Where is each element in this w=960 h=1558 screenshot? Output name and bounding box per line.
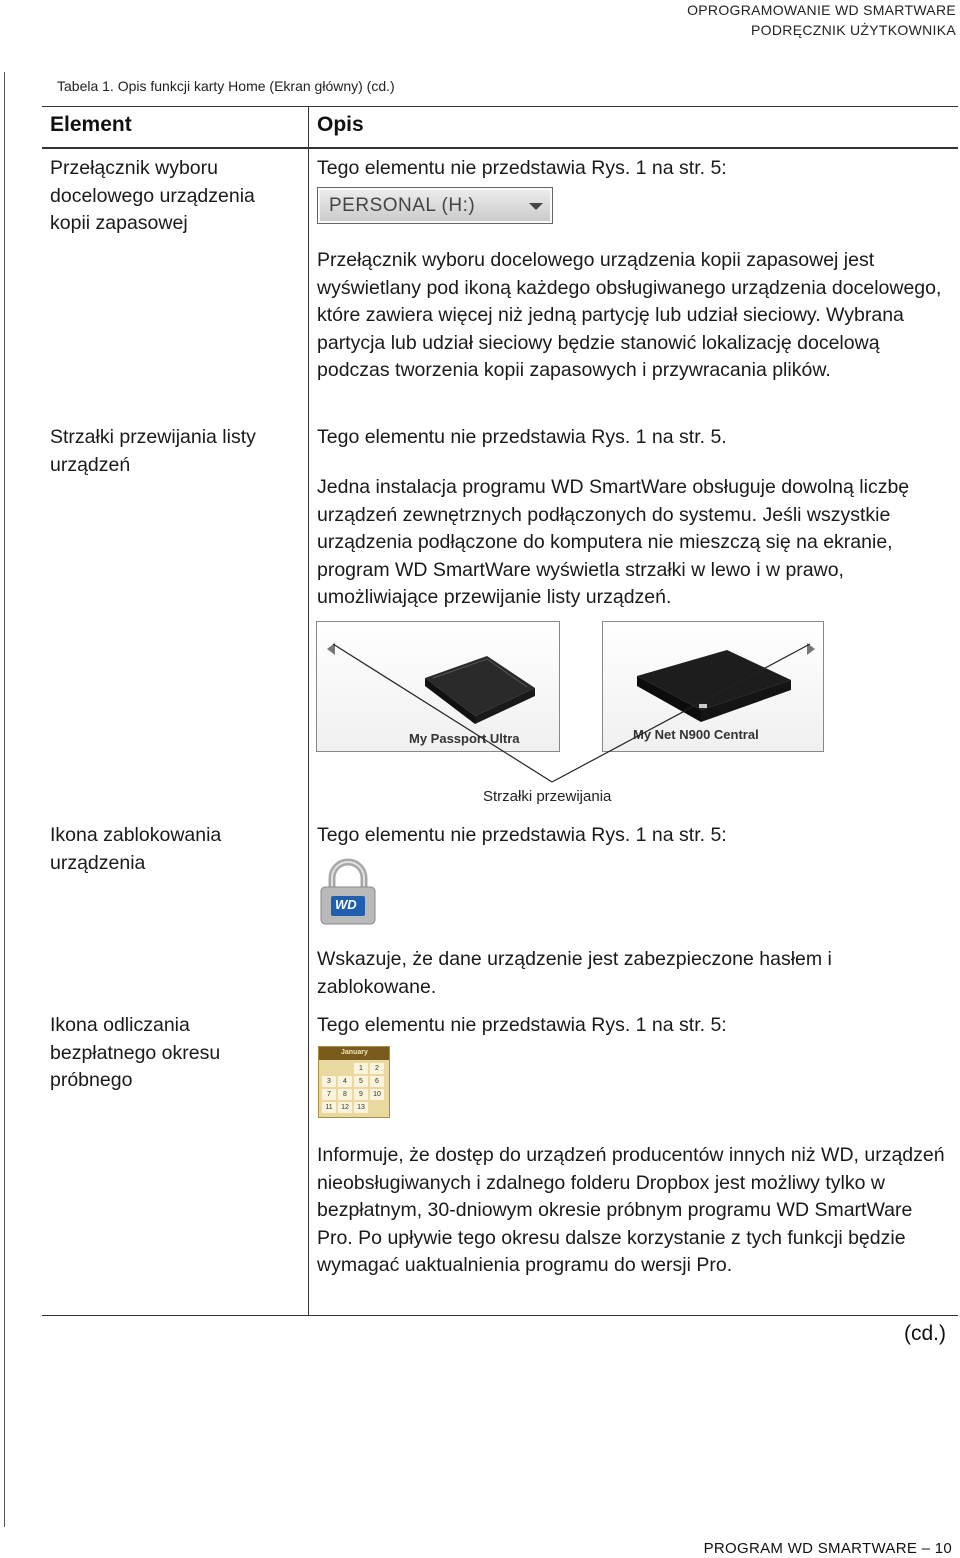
calendar-day-cell: 12: [338, 1102, 352, 1113]
calendar-day-cell: 9: [354, 1089, 368, 1100]
calendar-day-cell: 2: [370, 1063, 384, 1074]
row-lock-icon-ref: Tego elementu nie przedstawia Rys. 1 na str. 5:: [317, 824, 727, 846]
device-name-mynet: My Net N900 Central: [633, 727, 759, 742]
page-footer: PROGRAM WD SMARTWARE – 10: [703, 1540, 952, 1557]
calendar-day-cell: 11: [322, 1102, 336, 1113]
calendar-day-cell: 8: [338, 1089, 352, 1100]
left-margin-rule: [4, 72, 5, 1527]
calendar-grid: [322, 1063, 386, 1115]
row-scroll-arrows-ref: Tego elementu nie przedstawia Rys. 1 na str. 5.: [317, 426, 727, 448]
row-lock-icon-element: Ikona zablokowania urządzenia: [50, 824, 222, 874]
callout-lines: [320, 630, 840, 790]
row-trial-countdown-element: Ikona odliczania bezpłatnego okresu próbnego: [50, 1014, 221, 1091]
calendar-day-cell: 3: [322, 1076, 336, 1087]
calendar-day-cell: 13: [354, 1102, 368, 1113]
table-header-rule: [42, 147, 958, 149]
calendar-day-cell: 6: [370, 1076, 384, 1087]
row-trial-countdown-description: Informuje, że dostęp do urządzeń producentów innych niż WD, urządzeń nieobsługiwanych i zdalnego folderu Dropbox jest możliwy tylko w bezpłatnym, 30-dniowym okresie próbnym programu WD SmartWare Pro. Po upływie tego okresu dalsze korzystanie z tych funkcji będzie wymagać uaktualnienia programu do wersji Pro.: [317, 1144, 945, 1276]
calendar-day-cell: [338, 1063, 352, 1074]
calendar-day-cell: 7: [322, 1089, 336, 1100]
device-name-passport: My Passport Ultra: [409, 731, 520, 746]
backup-target-dropdown: [317, 187, 553, 224]
running-header-subtitle: PODRĘCZNIK UŻYTKOWNIKA: [751, 22, 956, 38]
row-lock-icon-description: Wskazuje, że dane urządzenie jest zabezpieczone hasłem i zablokowane.: [317, 948, 832, 998]
row-backup-target-description: Przełącznik wyboru docelowego urządzenia kopii zapasowej jest wyświetlany pod ikoną każdego obsługiwanego urządzenia docelowego, które zawiera więcej niż jedną partycję lub udział sieciowy. Wybrana partycja lub udział sieciowy będzie stanowić lokalizację docelową podczas tworzenia kopii zapasowych i przywracania plików.: [317, 249, 942, 381]
calendar-day-cell: 1: [354, 1063, 368, 1074]
calendar-icon: [318, 1046, 390, 1118]
calendar-day-cell: 5: [354, 1076, 368, 1087]
running-header-title: OPROGRAMOWANIE WD SMARTWARE: [687, 2, 956, 18]
column-header-element: Element: [50, 113, 132, 136]
row-backup-target-ref: Tego elementu nie przedstawia Rys. 1 na str. 5:: [317, 157, 727, 179]
scroll-arrows-callout: Strzałki przewijania: [483, 788, 612, 805]
row-backup-target-element: Przełącznik wyboru docelowego urządzenia kopii zapasowej: [50, 157, 255, 234]
calendar-day-cell: 10: [370, 1089, 384, 1100]
table-caption: Tabela 1. Opis funkcji karty Home (Ekran główny) (cd.): [57, 78, 395, 94]
calendar-month: January: [341, 1049, 368, 1056]
lock-icon: [318, 858, 378, 926]
table-bottom-rule: [42, 1315, 958, 1316]
table-top-rule: [42, 106, 958, 107]
lock-icon-wd-text: WD: [335, 897, 357, 912]
chevron-down-icon: [529, 203, 543, 210]
calendar-day-cell: [322, 1063, 336, 1074]
row-trial-countdown-ref: Tego elementu nie przedstawia Rys. 1 na str. 5:: [317, 1014, 727, 1036]
table-column-divider: [308, 106, 309, 1315]
dropdown-value: PERSONAL (H:): [329, 195, 476, 216]
row-scroll-arrows-description: Jedna instalacja programu WD SmartWare obsługuje dowolną liczbę urządzeń zewnętrznych podłączonych do systemu. Jeśli wszystkie urządzenia podłączone do komputera nie mieszczą się na ekranie, program WD SmartWare wyświetla strzałki w lewo i w prawo, umożliwiające przewijanie listy urządzeń.: [317, 476, 910, 608]
calendar-day-cell: 4: [338, 1076, 352, 1087]
table-continued-label: (cd.): [904, 1322, 946, 1345]
row-scroll-arrows-element: Strzałki przewijania listy urządzeń: [50, 426, 256, 476]
column-header-opis: Opis: [317, 113, 364, 136]
